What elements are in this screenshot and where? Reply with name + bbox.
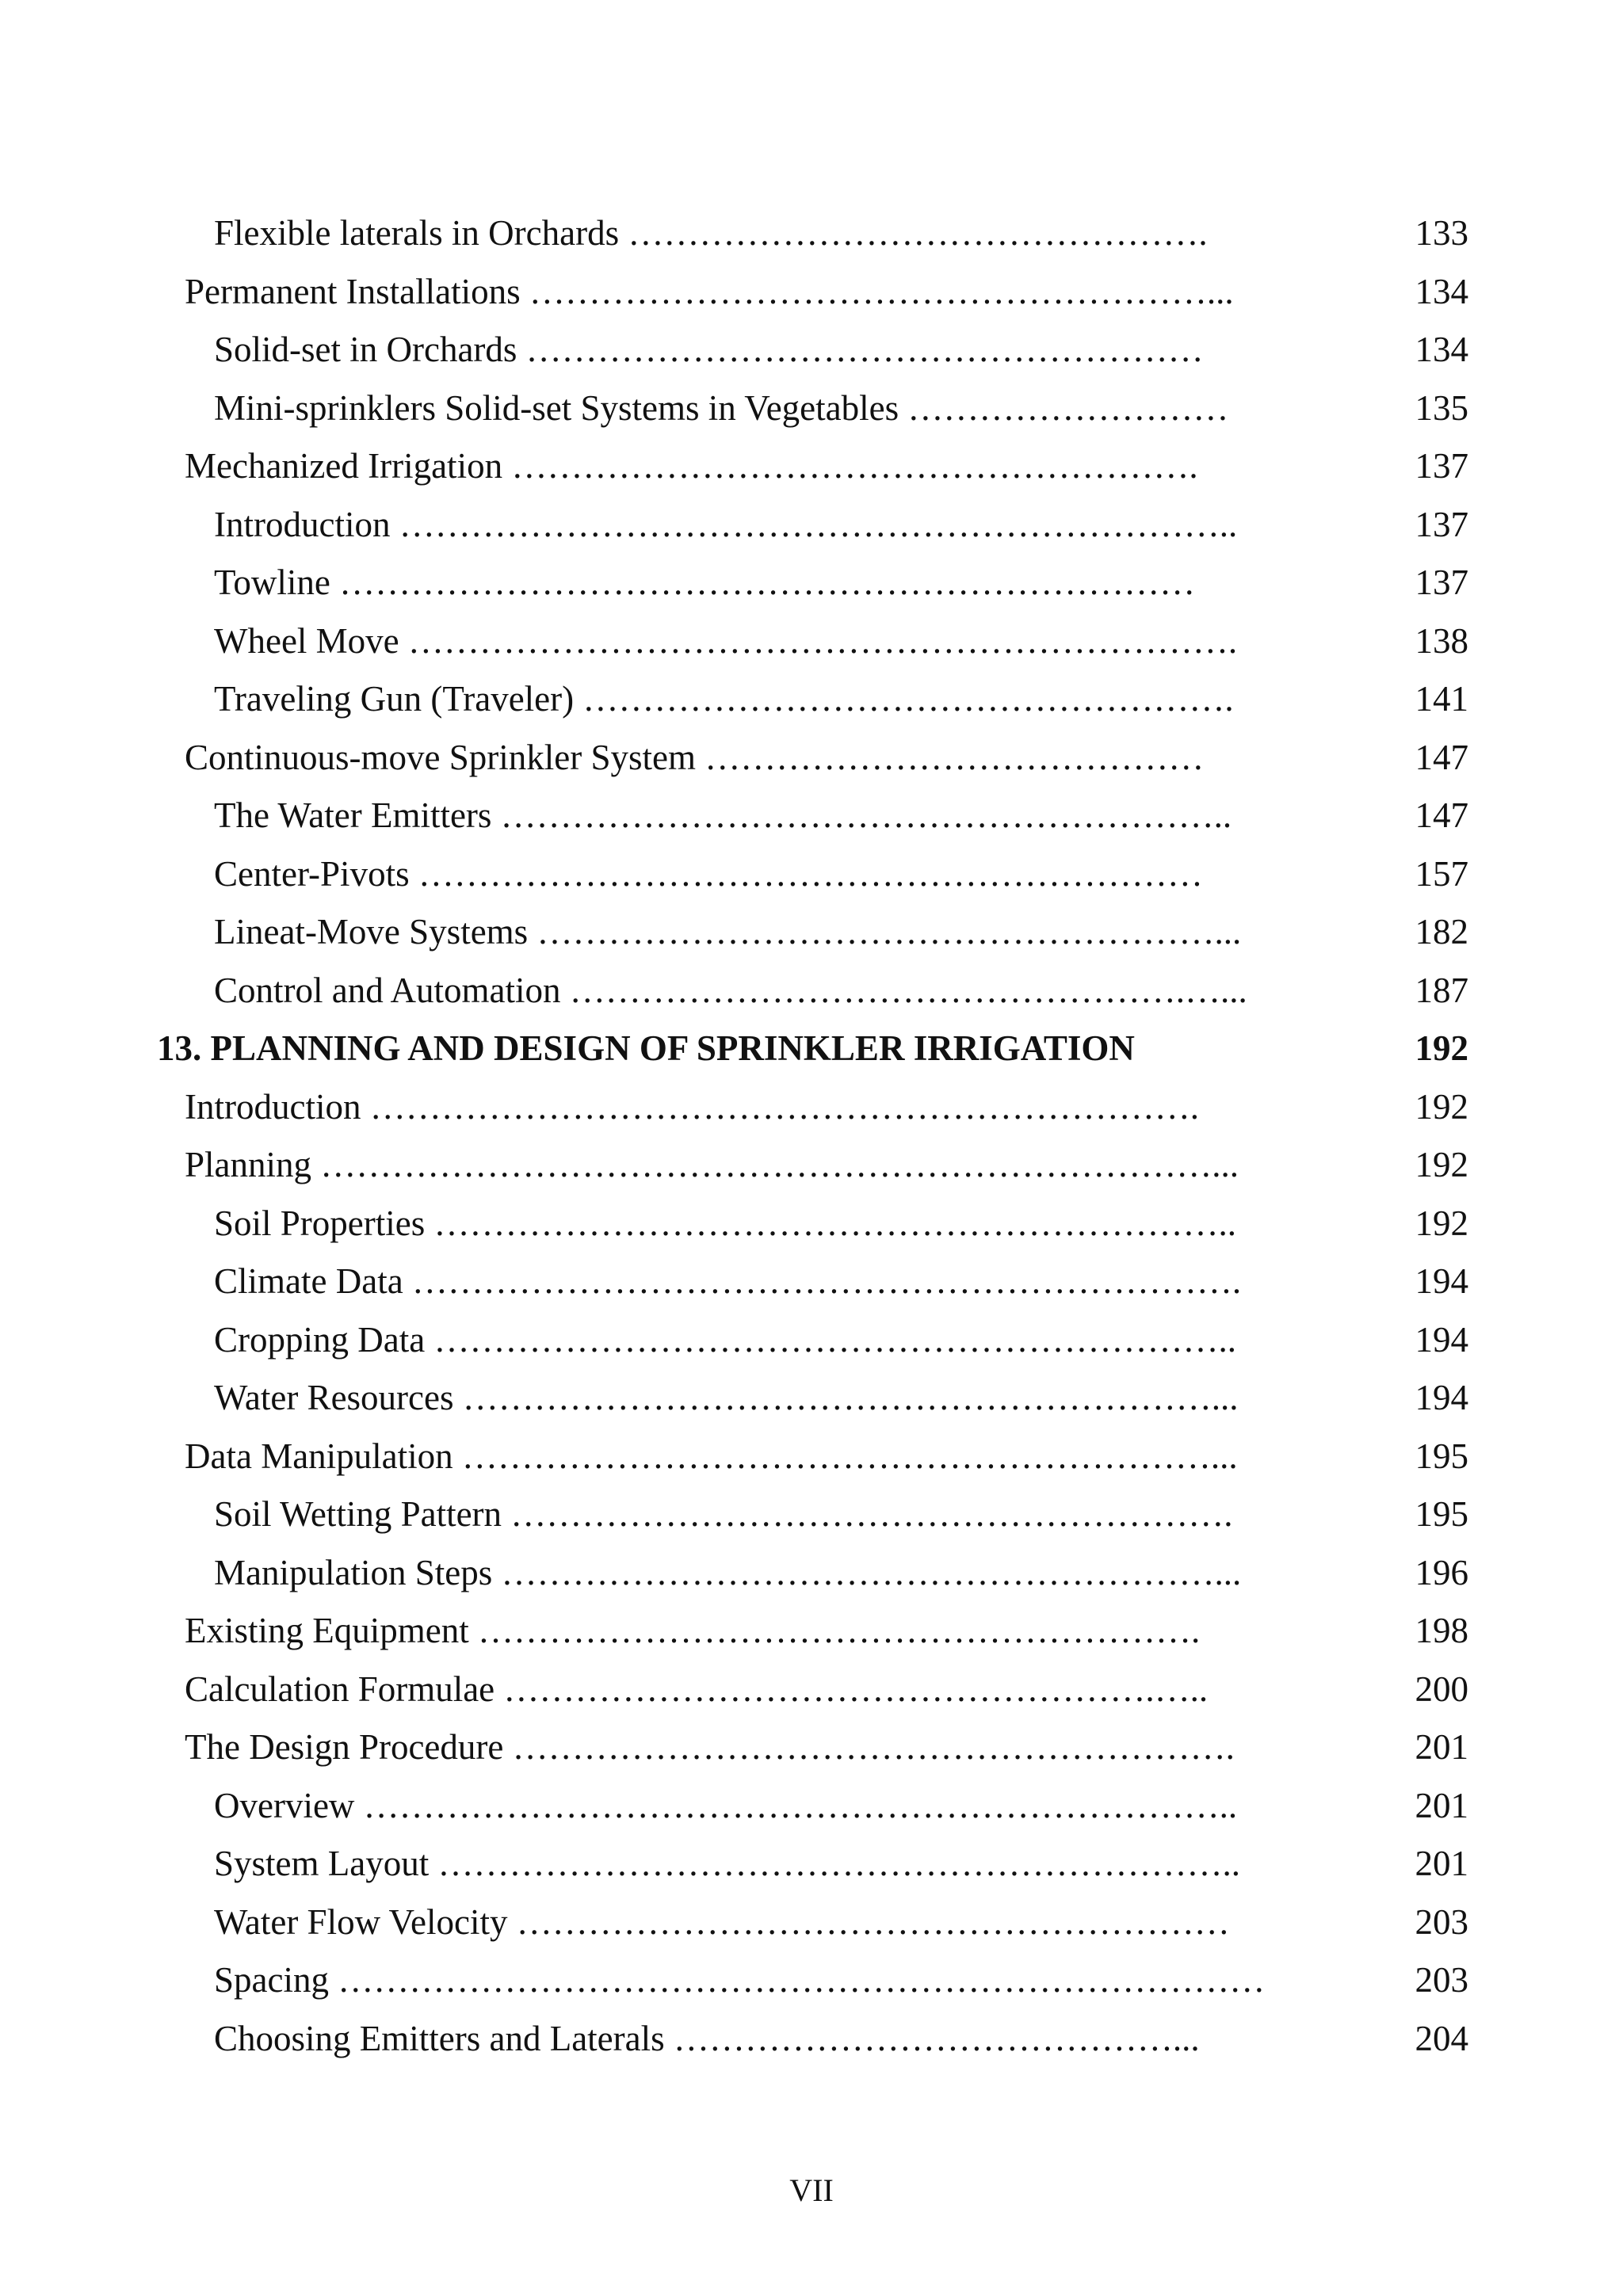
toc-entry-title: Permanent Installations …………………………………………………... <box>185 271 1234 311</box>
toc-page-number: 134 <box>1415 271 1468 311</box>
toc-entry <box>0 1894 1623 1951</box>
toc-page-number: 194 <box>1415 1261 1468 1301</box>
toc-entry <box>0 554 1623 612</box>
toc-entry-title: Overview ……………………………………………………………….. <box>214 1785 1238 1825</box>
page-number: VII <box>789 2172 834 2208</box>
chapter-heading-row <box>0 1020 1623 1077</box>
toc-entry-title: Spacing …………………………………………………………………… <box>214 1960 1266 2000</box>
toc-page-number: 200 <box>1415 1669 1468 1709</box>
toc-entry <box>0 1311 1623 1369</box>
toc-page-number: 157 <box>1415 853 1468 894</box>
toc-entry <box>0 1777 1623 1835</box>
toc-entry-title: Soil Properties ………………………………………………………….. <box>214 1203 1236 1243</box>
toc-entry <box>0 787 1623 845</box>
toc-page-number: 203 <box>1415 1960 1468 2000</box>
toc-entry <box>0 1195 1623 1253</box>
toc-entry <box>0 962 1623 1020</box>
toc-page-number: 147 <box>1415 737 1468 777</box>
toc-entry-title: Wheel Move ……………………………………………………………. <box>214 620 1238 661</box>
toc-entry <box>0 204 1623 262</box>
toc-entry-title: Introduction …………………………………………………………….. <box>214 504 1238 544</box>
toc-entry-title: Manipulation Steps ……………………………………………………... <box>214 1552 1242 1592</box>
toc-entry <box>0 379 1623 437</box>
toc-page-number: 182 <box>1415 912 1468 952</box>
toc-entry <box>0 1718 1623 1776</box>
toc-page-number: 138 <box>1415 620 1468 661</box>
toc-entry <box>0 845 1623 903</box>
toc-entry-title: Data Manipulation ………………………………………………………... <box>185 1436 1238 1476</box>
toc-page-number: 137 <box>1415 504 1468 544</box>
toc-page-number: 133 <box>1415 213 1468 253</box>
toc-page-number: 192 <box>1415 1145 1468 1184</box>
toc-page-number: 194 <box>1415 1319 1468 1360</box>
toc-page-number: 192 <box>1415 1203 1468 1243</box>
toc-entry <box>0 1369 1623 1427</box>
toc-entry-title: Cropping Data ………………………………………………………….. <box>214 1319 1236 1360</box>
toc-entry <box>0 2010 1623 2068</box>
toc-page-number: 201 <box>1415 1727 1468 1767</box>
toc-entry <box>0 1835 1623 1893</box>
toc-entry <box>0 729 1623 787</box>
toc-entry <box>0 263 1623 321</box>
toc-entry <box>0 1253 1623 1310</box>
toc-entry <box>0 903 1623 961</box>
toc-entry-title: Water Resources ………………………………………………………... <box>214 1378 1239 1417</box>
toc-entry-title: Climate Data ……………………………………………………………. <box>214 1261 1242 1301</box>
toc-page-number: 137 <box>1415 446 1468 486</box>
toc-page-number: 192 <box>1415 1028 1468 1068</box>
toc-page-number: 194 <box>1415 1378 1468 1417</box>
toc-entry-title: Continuous-move Sprinkler System …………………………………… <box>185 737 1205 777</box>
toc-entry <box>0 496 1623 554</box>
toc-entry <box>0 1486 1623 1543</box>
toc-entry-title: System Layout ………………………………………………………….. <box>214 1844 1240 1883</box>
toc-entry <box>0 1544 1623 1602</box>
toc-entry <box>0 437 1623 495</box>
toc-entry-title: Traveling Gun (Traveler) ………………………………………………. <box>214 679 1234 719</box>
toc-entry <box>0 321 1623 379</box>
toc-page-number: 134 <box>1415 330 1468 369</box>
toc-page-number: 141 <box>1415 679 1468 719</box>
toc-page-number: 192 <box>1415 1086 1468 1127</box>
chapter-title: 13. PLANNING AND DESIGN OF SPRINKLER IRRIGATION <box>157 1028 1135 1068</box>
toc-page-number: 198 <box>1415 1611 1468 1650</box>
toc-entry <box>0 670 1623 728</box>
toc-page-number: 201 <box>1415 1844 1468 1883</box>
toc-page-number: 137 <box>1415 563 1468 602</box>
toc-page-number: 195 <box>1415 1494 1468 1534</box>
toc-page-number: 204 <box>1415 2018 1468 2058</box>
toc-entry-title: Lineat-Move Systems …………………………………………………... <box>214 912 1242 952</box>
toc-entry-title: Mechanized Irrigation …………………………………………………. <box>185 446 1198 486</box>
toc-page-number: 195 <box>1415 1436 1468 1476</box>
toc-entry-title: The Water Emitters …………………………………………………….. <box>214 795 1232 835</box>
toc-page-number: 147 <box>1415 795 1468 835</box>
toc-page-number: 196 <box>1415 1552 1468 1592</box>
toc-page-number: 135 <box>1415 387 1468 428</box>
toc-entry-title: Control and Automation …………………………………………….…... <box>214 970 1247 1010</box>
toc-entry-title: Soil Wetting Pattern ……………………………………………………. <box>214 1494 1233 1534</box>
toc-page-number: 201 <box>1415 1785 1468 1825</box>
toc-entry-title: Introduction ……………………………………………………………. <box>185 1086 1199 1127</box>
toc-page-number: 203 <box>1415 1901 1468 1942</box>
toc-page-number: 187 <box>1415 970 1468 1010</box>
toc-entry-title: Center-Pivots ………………………………………………………… <box>214 853 1203 894</box>
toc-entry <box>0 1136 1623 1194</box>
toc-entry-title: Water Flow Velocity …………………………………………………… <box>214 1901 1230 1942</box>
toc-entry-title: Flexible laterals in Orchards …………………………………………. <box>214 213 1208 253</box>
toc-entry <box>0 1078 1623 1136</box>
toc-entry-title: Solid-set in Orchards ………………………………………………… <box>214 330 1204 369</box>
toc-entry <box>0 1428 1623 1486</box>
toc-entry-title: Towline ……………………………………………………………… <box>214 563 1196 602</box>
toc-entry-title: Calculation Formulae ……………………………………………….….. <box>185 1669 1209 1709</box>
toc-entry <box>0 1661 1623 1718</box>
toc-entry-title: Mini-sprinklers Solid-set Systems in Vegetables ……………………… <box>214 387 1229 428</box>
toc-entry-title: The Design Procedure ……………………………………………………. <box>185 1727 1235 1767</box>
toc-entry-title: Existing Equipment ……………………………………………………. <box>185 1611 1201 1650</box>
toc-entry <box>0 1951 1623 2009</box>
toc-entry <box>0 612 1623 670</box>
toc-entry <box>0 1602 1623 1660</box>
toc-entry-title: Planning …………………………………………………………………... <box>185 1145 1239 1184</box>
toc-entry-title: Choosing Emitters and Laterals ……………………………………... <box>214 2018 1200 2058</box>
